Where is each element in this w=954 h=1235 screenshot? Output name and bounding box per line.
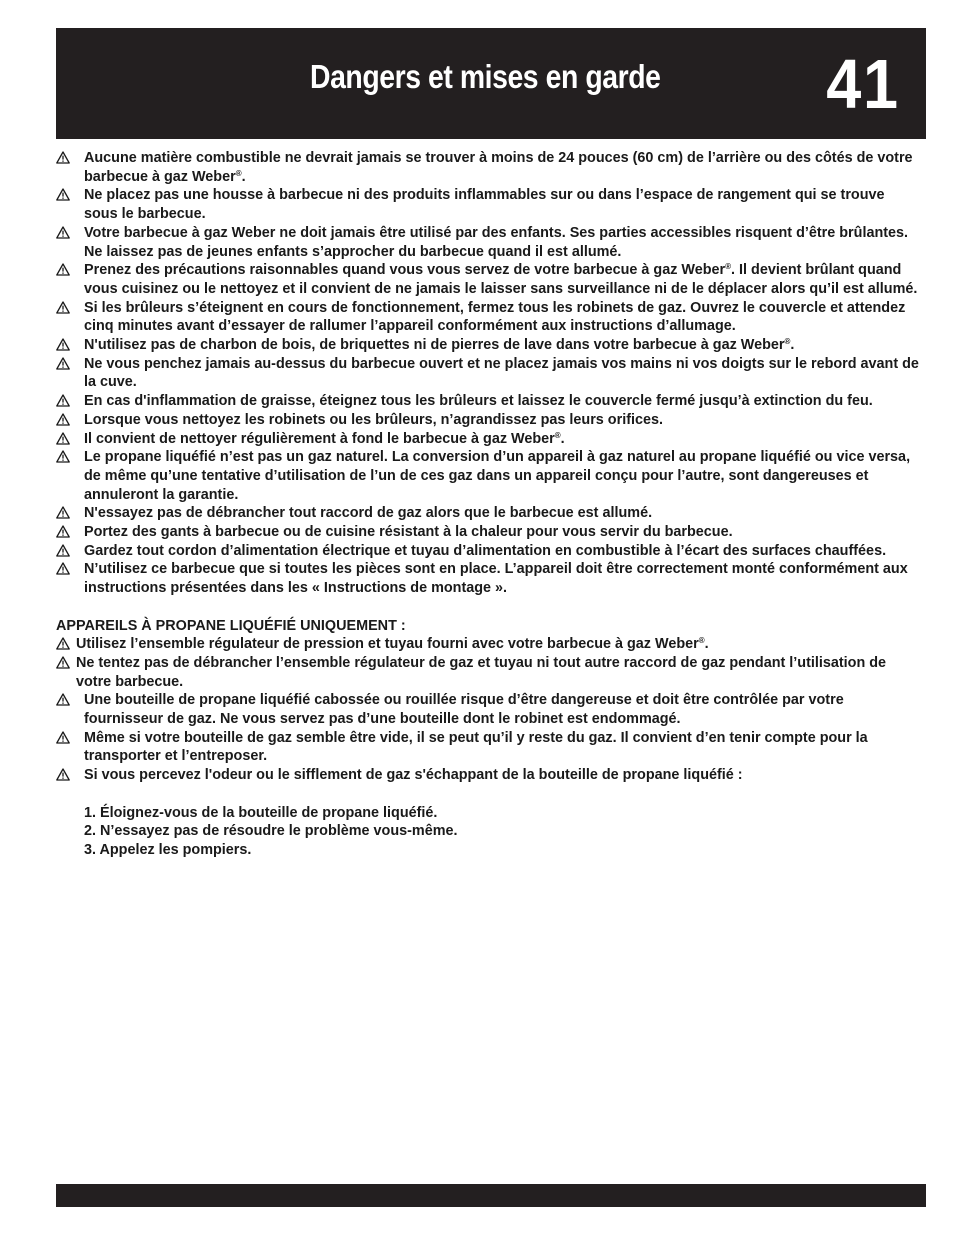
- warning-item-text: N'essayez pas de débrancher tout raccord de gaz alors que le barbecue est allumé.: [84, 505, 653, 522]
- warning-triangle-icon: [56, 768, 70, 781]
- warning-triangle-icon: [56, 357, 70, 370]
- lp-step-item: 3. Appelez les pompiers.: [84, 841, 252, 858]
- lp-warning-item-text: Même si votre bouteille de gaz semble être vide, il se peut qu’il y reste du gaz. Il convient d’en tenir compte pour la transporter et l’entreposer.: [84, 729, 868, 765]
- lp-warning-item: [56, 635, 922, 654]
- warning-item-text: Ne vous penchez jamais au-dessus du barbecue ouvert et ne placez jamais vos mains ni vos doigts sur le rebord avant de la cuve.: [84, 355, 919, 391]
- warning-item: [56, 299, 922, 336]
- warning-item: [56, 392, 922, 411]
- warning-item-text: N’utilisez ce barbecue que si toutes les pièces sont en place. L’appareil doit être correctement monté conformément aux instructions présentées dans les « Instructions de montage ».: [84, 561, 908, 597]
- lp-warning-item: [56, 729, 922, 766]
- warning-triangle-icon: [56, 151, 70, 164]
- footer-bar: [56, 1184, 926, 1207]
- warning-item-text: Prenez des précautions raisonnables quand vous vous servez de votre barbecue à gaz Weber®. Il devient brûlant quand vous cuisinez ou le nettoyez et il convient de ne jamais le laisser sans surveillance ni de le déplacer alors qu’il est allumé.: [84, 262, 918, 297]
- warning-triangle-icon: [56, 226, 70, 239]
- warning-item: [56, 149, 922, 186]
- warning-item-text: Portez des gants à barbecue ou de cuisine résistant à la chaleur pour vous servir du barbecue.: [84, 524, 733, 541]
- lp-flush-warnings-list: [56, 635, 922, 691]
- lp-warning-item: [56, 766, 922, 785]
- warning-item-text: N'utilisez pas de charbon de bois, de briquettes ni de pierres de lave dans votre barbecue à gaz Weber®.: [84, 337, 795, 354]
- warning-item-text: En cas d'inflammation de graisse, éteignez tous les brûleurs et laissez le couvercle fermé jusqu’à extinction du feu.: [84, 393, 873, 410]
- warning-item: [56, 261, 922, 298]
- warning-triangle-icon: [56, 637, 70, 650]
- lp-warning-item: [56, 691, 922, 728]
- warning-item-text: Gardez tout cordon d’alimentation électrique et tuyau d’alimentation en combustible à l’écart des surfaces chauffées.: [84, 542, 887, 559]
- warning-triangle-icon: [56, 656, 70, 669]
- warning-triangle-icon: [56, 413, 70, 426]
- warning-triangle-icon: [56, 301, 70, 314]
- warning-item: [56, 336, 922, 355]
- warning-triangle-icon: [56, 450, 70, 463]
- warning-item-text: Lorsque vous nettoyez les robinets ou les brûleurs, n’agrandissez pas leurs orifices.: [84, 411, 663, 428]
- warning-item-text: Le propane liquéfié n’est pas un gaz naturel. La conversion d’un appareil à gaz naturel au propane liquéfié ou vice versa, de même qu’une tentative d’utilisation de l’un de ces gaz dans un appareil conçu pour l’autre, sont dangereuses et annuleront la garantie.: [84, 449, 911, 503]
- lp-warning-item-text: Si vous percevez l'odeur ou le sifflement de gaz s'échappant de la bouteille de propane liquéfié :: [84, 767, 743, 784]
- spacer: [56, 785, 922, 804]
- warning-triangle-icon: [56, 525, 70, 538]
- warning-item: [56, 448, 922, 504]
- warning-item-text: Il convient de nettoyer régulièrement à fond le barbecue à gaz Weber®.: [84, 430, 565, 447]
- lp-warning-item: [56, 654, 922, 691]
- page-header: [56, 28, 926, 139]
- warning-item: [56, 355, 922, 392]
- warning-item-text: Aucune matière combustible ne devrait jamais se trouver à moins de 24 pouces (60 cm) de l’arrière ou des côtés de votre barbecue à gaz Weber®.: [84, 150, 913, 185]
- lp-warning-item-text: Une bouteille de propane liquéfié cabossée ou rouillée risque d’être dangereuse et doit être contrôlée par votre fournisseur de gaz. Ne vous servez pas d’une bouteille dont le robinet est endommagé.: [84, 692, 844, 728]
- lp-warnings-list: [56, 691, 922, 785]
- lp-section-heading: APPAREILS À PROPANE LIQUÉFIÉ UNIQUEMENT :: [56, 617, 406, 634]
- page-title: Dangers et mises en garde: [310, 58, 661, 95]
- page-number: 41: [826, 45, 900, 123]
- warning-triangle-icon: [56, 338, 70, 351]
- lp-warning-item-text: Ne tentez pas de débrancher l’ensemble régulateur de gaz et tuyau ni tout autre raccord de gaz pendant l’utilisation de votre barbecue.: [76, 654, 887, 690]
- warning-item-text: Ne placez pas une housse à barbecue ni des produits inflammables sur ou dans l’espace de rangement qui se trouve sous le barbecue.: [84, 187, 885, 223]
- warning-item: [56, 186, 922, 223]
- warnings-content: [56, 149, 922, 860]
- warning-triangle-icon: [56, 263, 70, 276]
- warning-item: [56, 560, 922, 597]
- warning-item: [56, 542, 922, 561]
- warning-triangle-icon: [56, 506, 70, 519]
- warning-item-text: Votre barbecue à gaz Weber ne doit jamais être utilisé par des enfants. Ses parties accessibles risquent d’être brûlantes. Ne laissez pas de jeunes enfants s’approcher du barbecue quand il est allumé.: [84, 224, 909, 260]
- lp-steps-list: [56, 804, 922, 860]
- warning-item: [56, 411, 922, 430]
- warning-item: [56, 430, 922, 449]
- lp-warning-item-text: Utilisez l’ensemble régulateur de pression et tuyau fourni avec votre barbecue à gaz Weber®.: [76, 636, 709, 653]
- warning-triangle-icon: [56, 731, 70, 744]
- warning-triangle-icon: [56, 394, 70, 407]
- lp-step-item: 2. N’essayez pas de résoudre le problème vous-même.: [84, 823, 458, 840]
- warning-item: [56, 504, 922, 523]
- warning-item-text: Si les brûleurs s’éteignent en cours de fonctionnement, fermez tous les robinets de gaz. Ouvrez le couvercle et attendez cinq minutes avant d’essayer de rallumer l’appareil conformément aux instructions d’allumage.: [84, 299, 906, 335]
- general-warnings-list: [56, 149, 922, 598]
- warning-triangle-icon: [56, 693, 70, 706]
- warning-triangle-icon: [56, 188, 70, 201]
- warning-item: [56, 224, 922, 261]
- lp-step-item: 1. Éloignez-vous de la bouteille de propane liquéfié.: [84, 804, 438, 821]
- warning-triangle-icon: [56, 544, 70, 557]
- warning-item: [56, 523, 922, 542]
- warning-triangle-icon: [56, 432, 70, 445]
- warning-triangle-icon: [56, 562, 70, 575]
